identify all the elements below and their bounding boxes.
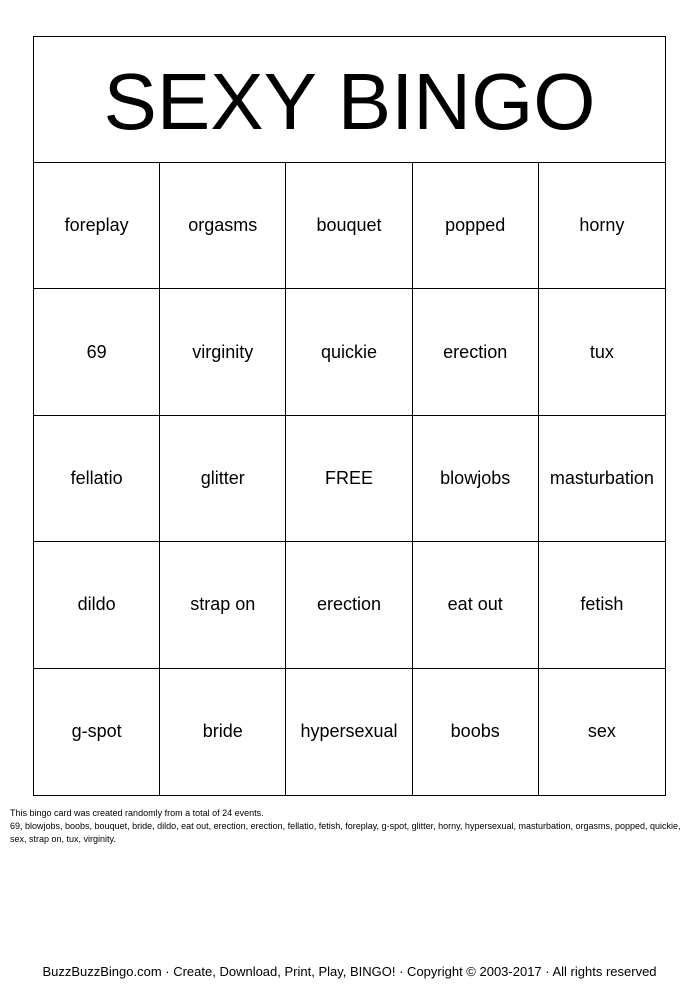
bingo-cell: bouquet (286, 163, 412, 289)
bingo-cell: horny (539, 163, 665, 289)
bingo-cell: dildo (34, 542, 160, 668)
bingo-cell: sex (587, 721, 616, 742)
bingo-cell: blowjobs (413, 416, 539, 542)
bingo-cell: virginity (160, 289, 286, 415)
bingo-grid (34, 163, 665, 795)
bingo-cell: bride (160, 669, 286, 795)
bingo-cell: eat out (413, 542, 539, 668)
bingo-cell: erection (413, 289, 539, 415)
title-row (34, 37, 665, 163)
bingo-cell: foreplay (34, 163, 160, 289)
page-footer: BuzzBuzzBingo.com · Create, Download, Print, Play, BINGO! · Copyright © 2003-2017 · All rights reserved (42, 964, 657, 979)
free-space-cell: FREE (286, 416, 412, 542)
card-title: SEXY BINGO (103, 56, 596, 146)
bingo-cell: hypersexual (286, 669, 412, 795)
info-line-1: This bingo card was created randomly from a total of 24 events. (10, 808, 264, 818)
bingo-cell: glitter (160, 416, 286, 542)
bingo-cell: g-spot (34, 669, 160, 795)
bingo-cell: fetish (539, 542, 665, 668)
bingo-cell: masturbation (539, 416, 665, 542)
info-line-2: 69, blowjobs, boobs, bouquet, bride, dildo, eat out, erection, erection, fellatio, fetish, foreplay, g-spot, glitter, horny, hypersexual, masturbation, orgasms, popped, quickie, sex, strap on, tux, virginity. (10, 821, 681, 844)
bingo-cell: strap on (160, 542, 286, 668)
bingo-card (33, 36, 666, 796)
bingo-cell: erection (286, 542, 412, 668)
bingo-cell: boobs (413, 669, 539, 795)
card-info (10, 807, 690, 846)
bingo-cell: orgasms (160, 163, 286, 289)
bingo-cell: quickie (286, 289, 412, 415)
bingo-cell: fellatio (34, 416, 160, 542)
bingo-cell: 69 (34, 289, 160, 415)
bingo-cell: tux (539, 289, 665, 415)
bingo-cell: popped (413, 163, 539, 289)
